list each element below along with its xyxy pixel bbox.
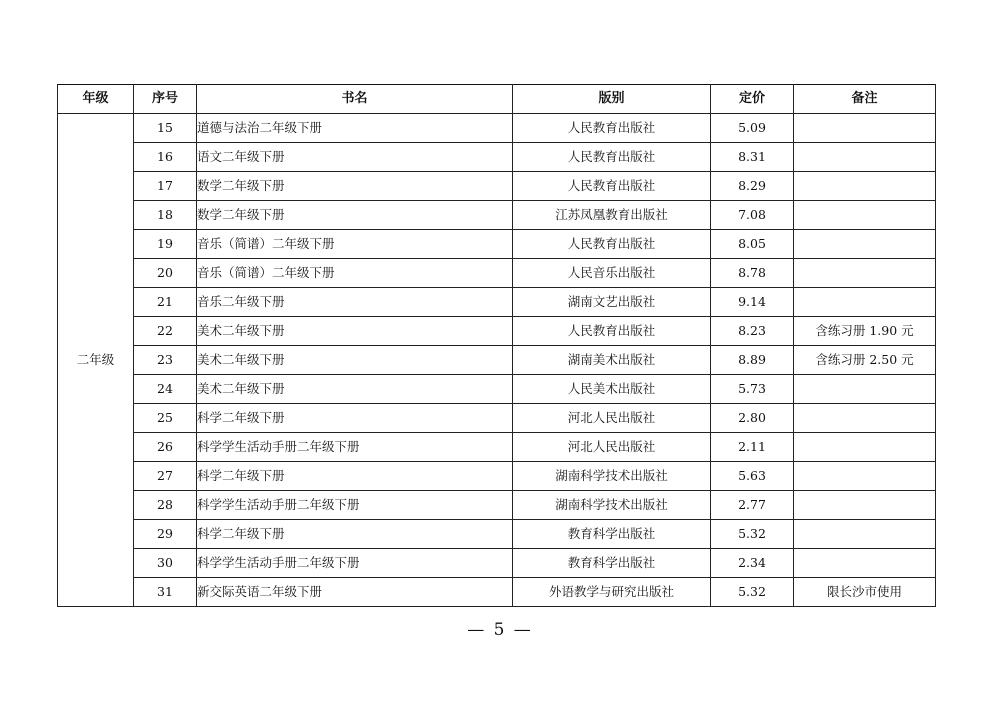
- row-number-cell: 19: [134, 230, 197, 259]
- publisher-cell: 人民教育出版社: [513, 230, 711, 259]
- row-number-cell: 25: [134, 404, 197, 433]
- price-cell: 5.09: [711, 114, 794, 143]
- header-title: 书名: [197, 85, 513, 114]
- table-body: [58, 114, 936, 607]
- book-title-cell: 道德与法治二年级下册: [197, 114, 513, 143]
- page-number: — 5 —: [467, 620, 533, 640]
- price-cell: 8.89: [711, 346, 794, 375]
- note-cell: [794, 259, 936, 288]
- publisher-cell: 人民教育出版社: [513, 172, 711, 201]
- row-number-cell: 22: [134, 317, 197, 346]
- book-title-cell: 科学二年级下册: [197, 520, 513, 549]
- book-title-cell: 美术二年级下册: [197, 375, 513, 404]
- row-number-cell: 24: [134, 375, 197, 404]
- note-cell: [794, 114, 936, 143]
- table-header-row: [58, 85, 936, 114]
- price-cell: 7.08: [711, 201, 794, 230]
- note-cell: [794, 143, 936, 172]
- publisher-cell: 河北人民出版社: [513, 404, 711, 433]
- publisher-cell: 江苏凤凰教育出版社: [513, 201, 711, 230]
- price-cell: 2.77: [711, 491, 794, 520]
- publisher-cell: 湖南文艺出版社: [513, 288, 711, 317]
- textbook-price-table: [57, 84, 936, 607]
- book-title-cell: 音乐（简谱）二年级下册: [197, 230, 513, 259]
- table-row: [58, 143, 936, 172]
- price-cell: 8.29: [711, 172, 794, 201]
- header-note: 备注: [794, 85, 936, 114]
- table-row: [58, 549, 936, 578]
- price-cell: 9.14: [711, 288, 794, 317]
- book-title-cell: 美术二年级下册: [197, 346, 513, 375]
- table-row: [58, 259, 936, 288]
- publisher-cell: 人民教育出版社: [513, 143, 711, 172]
- price-cell: 2.80: [711, 404, 794, 433]
- row-number-cell: 18: [134, 201, 197, 230]
- book-title-cell: 科学二年级下册: [197, 462, 513, 491]
- note-cell: [794, 288, 936, 317]
- publisher-cell: 教育科学出版社: [513, 520, 711, 549]
- table-row: [58, 172, 936, 201]
- book-title-cell: 音乐（简谱）二年级下册: [197, 259, 513, 288]
- publisher-cell: 湖南美术出版社: [513, 346, 711, 375]
- table-row: [58, 346, 936, 375]
- table-row: [58, 462, 936, 491]
- book-title-cell: 数学二年级下册: [197, 172, 513, 201]
- note-cell: 含练习册 1.90 元: [794, 317, 936, 346]
- publisher-cell: 河北人民出版社: [513, 433, 711, 462]
- note-cell: [794, 375, 936, 404]
- row-number-cell: 23: [134, 346, 197, 375]
- row-number-cell: 29: [134, 520, 197, 549]
- row-number-cell: 17: [134, 172, 197, 201]
- table-row: [58, 578, 936, 607]
- row-number-cell: 26: [134, 433, 197, 462]
- table-row: [58, 201, 936, 230]
- note-cell: 含练习册 2.50 元: [794, 346, 936, 375]
- note-cell: [794, 230, 936, 259]
- price-cell: 5.32: [711, 520, 794, 549]
- note-cell: [794, 404, 936, 433]
- publisher-cell: 人民教育出版社: [513, 317, 711, 346]
- header-grade: 年级: [58, 85, 134, 114]
- note-cell: [794, 201, 936, 230]
- table-row: [58, 230, 936, 259]
- publisher-cell: 外语教学与研究出版社: [513, 578, 711, 607]
- row-number-cell: 21: [134, 288, 197, 317]
- note-cell: [794, 520, 936, 549]
- price-cell: 5.32: [711, 578, 794, 607]
- note-cell: [794, 172, 936, 201]
- table-row: [58, 288, 936, 317]
- row-number-cell: 16: [134, 143, 197, 172]
- book-title-cell: 音乐二年级下册: [197, 288, 513, 317]
- table-row: [58, 375, 936, 404]
- table-row: [58, 317, 936, 346]
- book-title-cell: 科学学生活动手册二年级下册: [197, 549, 513, 578]
- price-cell: 8.05: [711, 230, 794, 259]
- note-cell: [794, 549, 936, 578]
- publisher-cell: 教育科学出版社: [513, 549, 711, 578]
- publisher-cell: 湖南科学技术出版社: [513, 491, 711, 520]
- header-price: 定价: [711, 85, 794, 114]
- table-row: [58, 433, 936, 462]
- price-cell: 2.11: [711, 433, 794, 462]
- price-cell: 8.31: [711, 143, 794, 172]
- publisher-cell: 湖南科学技术出版社: [513, 462, 711, 491]
- price-cell: 8.23: [711, 317, 794, 346]
- table-row: [58, 491, 936, 520]
- book-title-cell: 语文二年级下册: [197, 143, 513, 172]
- publisher-cell: 人民教育出版社: [513, 114, 711, 143]
- book-title-cell: 科学二年级下册: [197, 404, 513, 433]
- price-cell: 5.63: [711, 462, 794, 491]
- row-number-cell: 30: [134, 549, 197, 578]
- book-title-cell: 美术二年级下册: [197, 317, 513, 346]
- price-cell: 5.73: [711, 375, 794, 404]
- table-row: [58, 520, 936, 549]
- price-cell: 2.34: [711, 549, 794, 578]
- table-row: [58, 404, 936, 433]
- note-cell: [794, 462, 936, 491]
- publisher-cell: 人民美术出版社: [513, 375, 711, 404]
- price-cell: 8.78: [711, 259, 794, 288]
- book-title-cell: 新交际英语二年级下册: [197, 578, 513, 607]
- book-title-cell: 数学二年级下册: [197, 201, 513, 230]
- header-no: 序号: [134, 85, 197, 114]
- row-number-cell: 31: [134, 578, 197, 607]
- header-publisher: 版别: [513, 85, 711, 114]
- note-cell: [794, 491, 936, 520]
- publisher-cell: 人民音乐出版社: [513, 259, 711, 288]
- note-cell: 限长沙市使用: [794, 578, 936, 607]
- note-cell: [794, 433, 936, 462]
- table-row: [58, 114, 936, 143]
- row-number-cell: 27: [134, 462, 197, 491]
- row-number-cell: 20: [134, 259, 197, 288]
- row-number-cell: 15: [134, 114, 197, 143]
- grade-cell: 二年级: [58, 114, 134, 607]
- book-title-cell: 科学学生活动手册二年级下册: [197, 491, 513, 520]
- row-number-cell: 28: [134, 491, 197, 520]
- book-title-cell: 科学学生活动手册二年级下册: [197, 433, 513, 462]
